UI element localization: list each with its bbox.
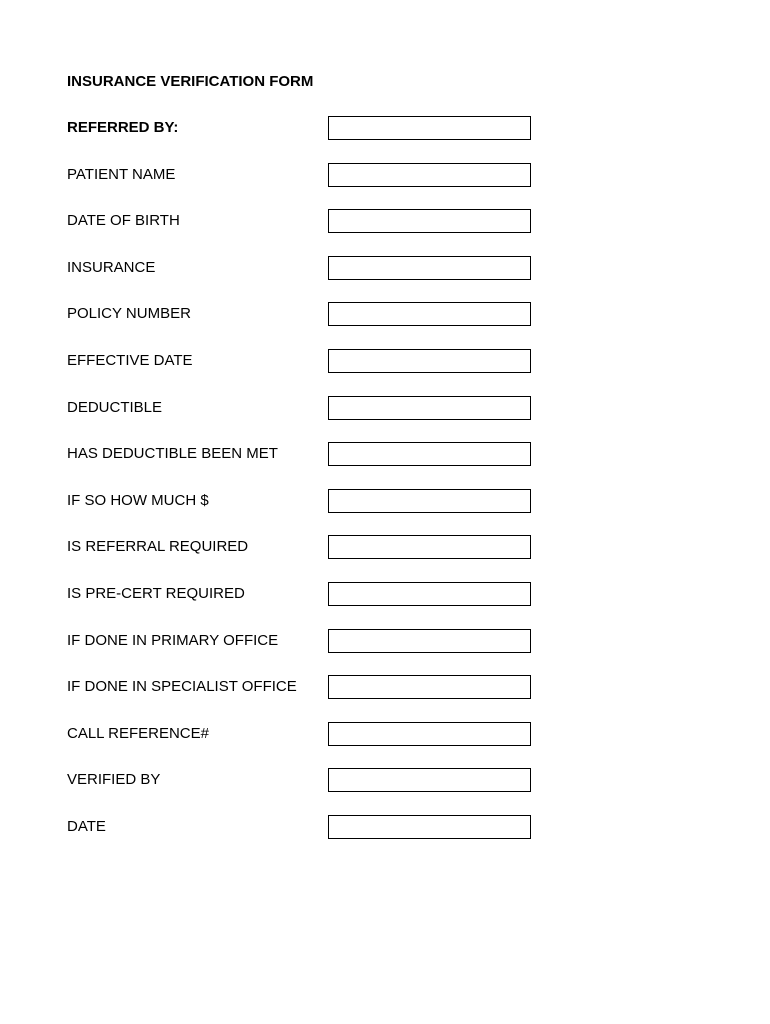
call-reference-label: CALL REFERENCE# xyxy=(67,724,209,742)
field-row-how-much xyxy=(0,489,770,536)
field-row-date xyxy=(0,815,770,862)
field-row-pre-cert-required xyxy=(0,582,770,629)
field-row-insurance xyxy=(0,256,770,303)
field-row-deductible xyxy=(0,396,770,443)
deductible-input[interactable] xyxy=(328,396,531,420)
field-row-call-reference xyxy=(0,722,770,769)
how-much-label: IF SO HOW MUCH $ xyxy=(67,491,209,509)
date-of-birth-label: DATE OF BIRTH xyxy=(67,212,180,230)
verified-by-input[interactable] xyxy=(328,768,531,792)
date-of-birth-input[interactable] xyxy=(328,209,531,233)
field-row-verified-by xyxy=(0,768,770,815)
date-input[interactable] xyxy=(328,815,531,839)
referral-required-input[interactable] xyxy=(328,535,531,559)
pre-cert-required-label: IS PRE-CERT REQUIRED xyxy=(67,584,245,602)
insurance-label: INSURANCE xyxy=(67,258,156,276)
patient-name-input[interactable] xyxy=(328,163,531,187)
deductible-met-label: HAS DEDUCTIBLE BEEN MET xyxy=(67,445,278,463)
verified-by-label: VERIFIED BY xyxy=(67,771,161,789)
date-label: DATE xyxy=(67,817,106,835)
effective-date-input[interactable] xyxy=(328,349,531,373)
referred-by-input[interactable] xyxy=(328,116,531,140)
effective-date-label: EFFECTIVE DATE xyxy=(67,351,193,369)
field-row-patient-name xyxy=(0,163,770,210)
deductible-met-input[interactable] xyxy=(328,442,531,466)
call-reference-input[interactable] xyxy=(328,722,531,746)
primary-office-label: IF DONE IN PRIMARY OFFICE xyxy=(67,631,279,649)
field-row-specialist-office xyxy=(0,675,770,722)
field-row-deductible-met xyxy=(0,442,770,489)
field-row-effective-date xyxy=(0,349,770,396)
referral-required-label: IS REFERRAL REQUIRED xyxy=(67,538,249,556)
field-row-referred-by xyxy=(0,116,770,163)
patient-name-label: PATIENT NAME xyxy=(67,165,176,183)
referred-by-label: REFERRED BY: xyxy=(67,119,179,136)
primary-office-input[interactable] xyxy=(328,629,531,653)
field-row-policy-number xyxy=(0,302,770,349)
pre-cert-required-input[interactable] xyxy=(328,582,531,606)
field-row-referral-required xyxy=(0,535,770,582)
policy-number-input[interactable] xyxy=(328,302,531,326)
policy-number-label: POLICY NUMBER xyxy=(67,305,191,323)
field-row-primary-office xyxy=(0,629,770,676)
deductible-label: DEDUCTIBLE xyxy=(67,398,163,416)
specialist-office-label: IF DONE IN SPECIALIST OFFICE xyxy=(67,678,297,696)
form-fields xyxy=(0,116,770,862)
insurance-input[interactable] xyxy=(328,256,531,280)
form-title: INSURANCE VERIFICATION FORM xyxy=(67,73,314,90)
specialist-office-input[interactable] xyxy=(328,675,531,699)
field-row-date-of-birth xyxy=(0,209,770,256)
how-much-input[interactable] xyxy=(328,489,531,513)
